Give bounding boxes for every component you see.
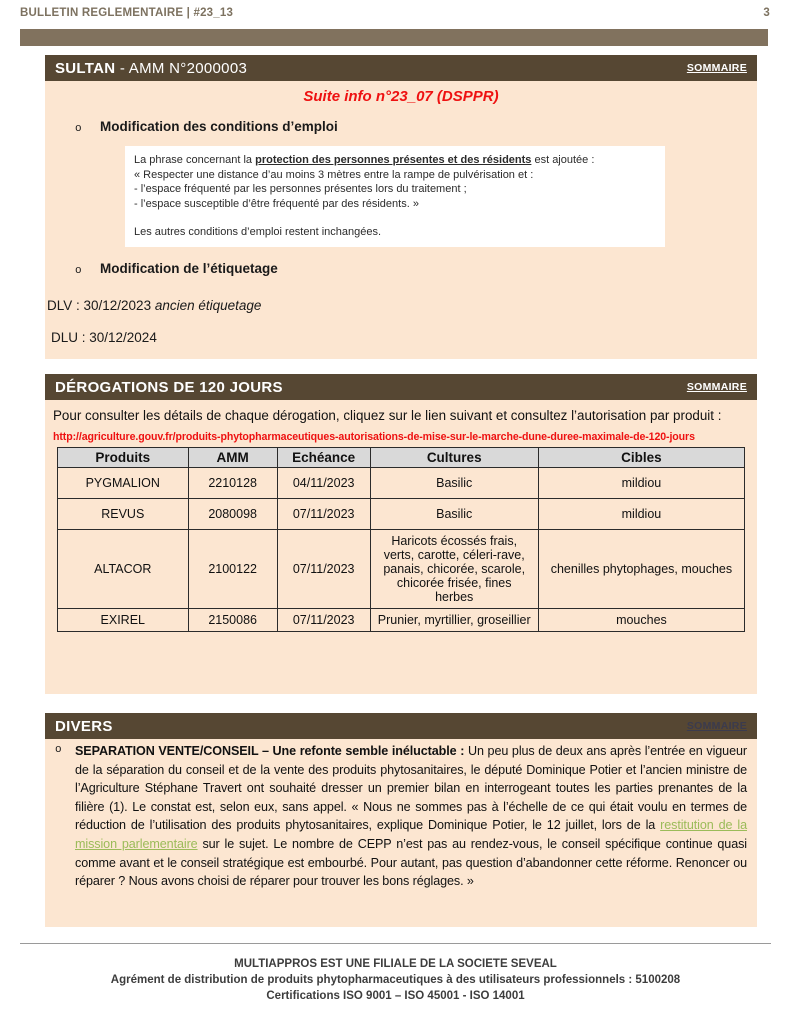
- table-cell-cibles: mouches: [538, 609, 744, 632]
- page-footer: [0, 956, 791, 1004]
- derogations-url-link[interactable]: http://agriculture.gouv.fr/produits-phytopharmaceutiques-autorisations-de-mise-sur-le-marche-dune-duree-maximale-de-120-jours: [53, 431, 695, 444]
- table-cell-cibles: mildiou: [538, 499, 744, 530]
- table-cell-cultures: Basilic: [370, 499, 538, 530]
- table-cell-amm: 2150086: [188, 609, 277, 632]
- box-line-1-prefix: La phrase concernant la: [134, 154, 256, 166]
- bullet-label-etiquetage: Modification de l’étiquetage: [100, 260, 278, 276]
- section-sultan: [45, 55, 757, 359]
- page-number: 3: [763, 7, 770, 19]
- sommaire-link-sultan[interactable]: SOMMAIRE: [686, 62, 747, 74]
- sultan-section-header: [45, 55, 757, 81]
- table-cell-product: PYGMALION: [58, 468, 189, 499]
- table-header-cultures: Cultures: [370, 448, 538, 468]
- divers-paragraph: [75, 742, 747, 891]
- dlu-line: DLU : 30/12/2024: [51, 329, 157, 345]
- table-cell-echeance: 07/11/2023: [277, 530, 370, 609]
- derogations-section-body: [45, 400, 757, 694]
- box-line-1-emphasis: protection des personnes présentes et des résidents: [255, 154, 532, 166]
- table-cell-amm: 2080098: [188, 499, 277, 530]
- box-line-1-suffix: est ajoutée :: [531, 154, 595, 166]
- suite-info-subtitle: Suite info n°23_07 (DSPPR): [303, 88, 499, 105]
- footer-divider: [20, 943, 771, 944]
- derogations-section-title: DÉROGATIONS DE 120 JOURS: [55, 378, 283, 396]
- table-header-amm: AMM: [188, 448, 277, 468]
- conditions-box: [125, 146, 665, 247]
- derogations-table: [57, 447, 745, 632]
- derogations-intro: Pour consulter les détails de chaque dérogation, cliquez sur le lien suivant et consultez l’autorisation par produit :: [53, 408, 722, 423]
- divers-section-body: [45, 739, 757, 927]
- table-header-produits: Produits: [58, 448, 189, 468]
- table-cell-echeance: 04/11/2023: [277, 468, 370, 499]
- divers-text-after-link: sur le sujet. Le nombre de CEPP n’est pas au rendez-vous, le conseil spécifique continue quasi comme avant et le conseil stratégique est embourbé. Pour autant, pas question d’abandonner cette réforme. Renoncer ou réparer ? Nous avons choisi de réparer pour trouver les bons réglages. »: [75, 836, 747, 889]
- sommaire-link-derogations[interactable]: SOMMAIRE: [686, 381, 747, 393]
- dlv-line: [47, 298, 757, 313]
- dlv-note: ancien étiquetage: [154, 297, 262, 313]
- page-header: [20, 7, 770, 19]
- table-row-exirel: [58, 609, 745, 632]
- table-cell-product: REVUS: [58, 499, 189, 530]
- box-line-2: « Respecter une distance d’au moins 3 mètres entre la rampe de pulvérisation et :: [134, 168, 534, 181]
- sultan-product-name: SULTAN: [55, 59, 116, 77]
- box-line-4: - l’espace susceptible d’être fréquenté par des résidents. »: [134, 197, 419, 210]
- divers-section-title: DIVERS: [55, 717, 113, 735]
- sultan-amm-number: - AMM N°2000003: [115, 59, 248, 77]
- table-cell-product: EXIREL: [58, 609, 189, 632]
- mission-parlementaire-link[interactable]: restitution de la mission parlementaire: [75, 818, 747, 851]
- divers-bullet-item: [55, 742, 747, 891]
- table-cell-echeance: 07/11/2023: [277, 609, 370, 632]
- dlv-value: DLV : 30/12/2023: [47, 297, 155, 313]
- section-divers: [45, 713, 757, 927]
- bullet-item-conditions: [75, 119, 757, 135]
- table-cell-product: ALTACOR: [58, 530, 189, 609]
- table-row-pygmalion: [58, 468, 745, 499]
- divers-section-header: [45, 713, 757, 739]
- table-cell-cibles: chenilles phytophages, mouches: [538, 530, 744, 609]
- footer-line-agrement: Agrément de distribution de produits phytopharmaceutiques à des utilisateurs professionnels : 5100208: [110, 974, 681, 986]
- box-line-1: [134, 153, 656, 168]
- table-cell-amm: 2100122: [188, 530, 277, 609]
- box-line-5: Les autres conditions d’emploi restent inchangées.: [134, 226, 382, 239]
- divers-text-before-link: Un peu plus de deux ans après l’entrée en vigueur de la séparation du conseil et de la vente des produits phytosanitaires, le député Dominique Potier et l’ancien ministre de l’Agriculture Stéphane Travert ont souhaité dresser un premier bilan en interrogeant toutes les parties prenantes de la filière (1). Le constat est, selon eux, sans appel. « Nous ne sommes pas à l’échelle de ce qui était voulu en termes de réduction de l’utilisation des produits phytosanitaires, explique Dominique Potier, le 12 juillet, lors de la: [75, 744, 747, 833]
- table-cell-echeance: 07/11/2023: [277, 499, 370, 530]
- bullet-marker: o: [55, 744, 62, 756]
- bulletin-title: BULLETIN REGLEMENTAIRE | #23_13: [20, 7, 234, 19]
- table-cell-amm: 2210128: [188, 468, 277, 499]
- table-header-cibles: Cibles: [538, 448, 744, 468]
- derogations-section-header: [45, 374, 757, 400]
- footer-line-certifications: Certifications ISO 9001 – ISO 45001 - ISO 14001: [266, 990, 525, 1002]
- divers-lead-bold: SEPARATION VENTE/CONSEIL – Une refonte semble inéluctable :: [75, 744, 468, 758]
- box-line-3: - l’espace fréquenté par les personnes présentes lors du traitement ;: [134, 183, 467, 196]
- sultan-section-title: [55, 60, 247, 77]
- table-header-echeance: Echéance: [277, 448, 370, 468]
- footer-line-company: MULTIAPPROS EST UNE FILIALE DE LA SOCIETE SEVEAL: [234, 958, 557, 970]
- table-cell-cultures: Prunier, myrtillier, groseillier: [370, 609, 538, 632]
- table-cell-cultures: Basilic: [370, 468, 538, 499]
- bullet-marker: o: [75, 123, 82, 135]
- header-divider-bar: [20, 29, 768, 46]
- section-derogations: [45, 374, 757, 694]
- bullet-label-conditions: Modification des conditions d’emploi: [100, 119, 338, 134]
- sultan-section-body: [45, 81, 757, 359]
- table-cell-cultures: Haricots écossés frais, verts, carotte, céleri-rave, panais, chicorée, scarole, chicorée frisée, fines herbes: [370, 530, 538, 609]
- bullet-item-etiquetage: [75, 261, 757, 277]
- table-cell-cibles: mildiou: [538, 468, 744, 499]
- bullet-marker: o: [75, 264, 82, 277]
- table-row-altacor: [58, 530, 745, 609]
- table-header-row: [58, 448, 745, 468]
- sommaire-link-divers[interactable]: SOMMAIRE: [686, 720, 747, 732]
- table-row-revus: [58, 499, 745, 530]
